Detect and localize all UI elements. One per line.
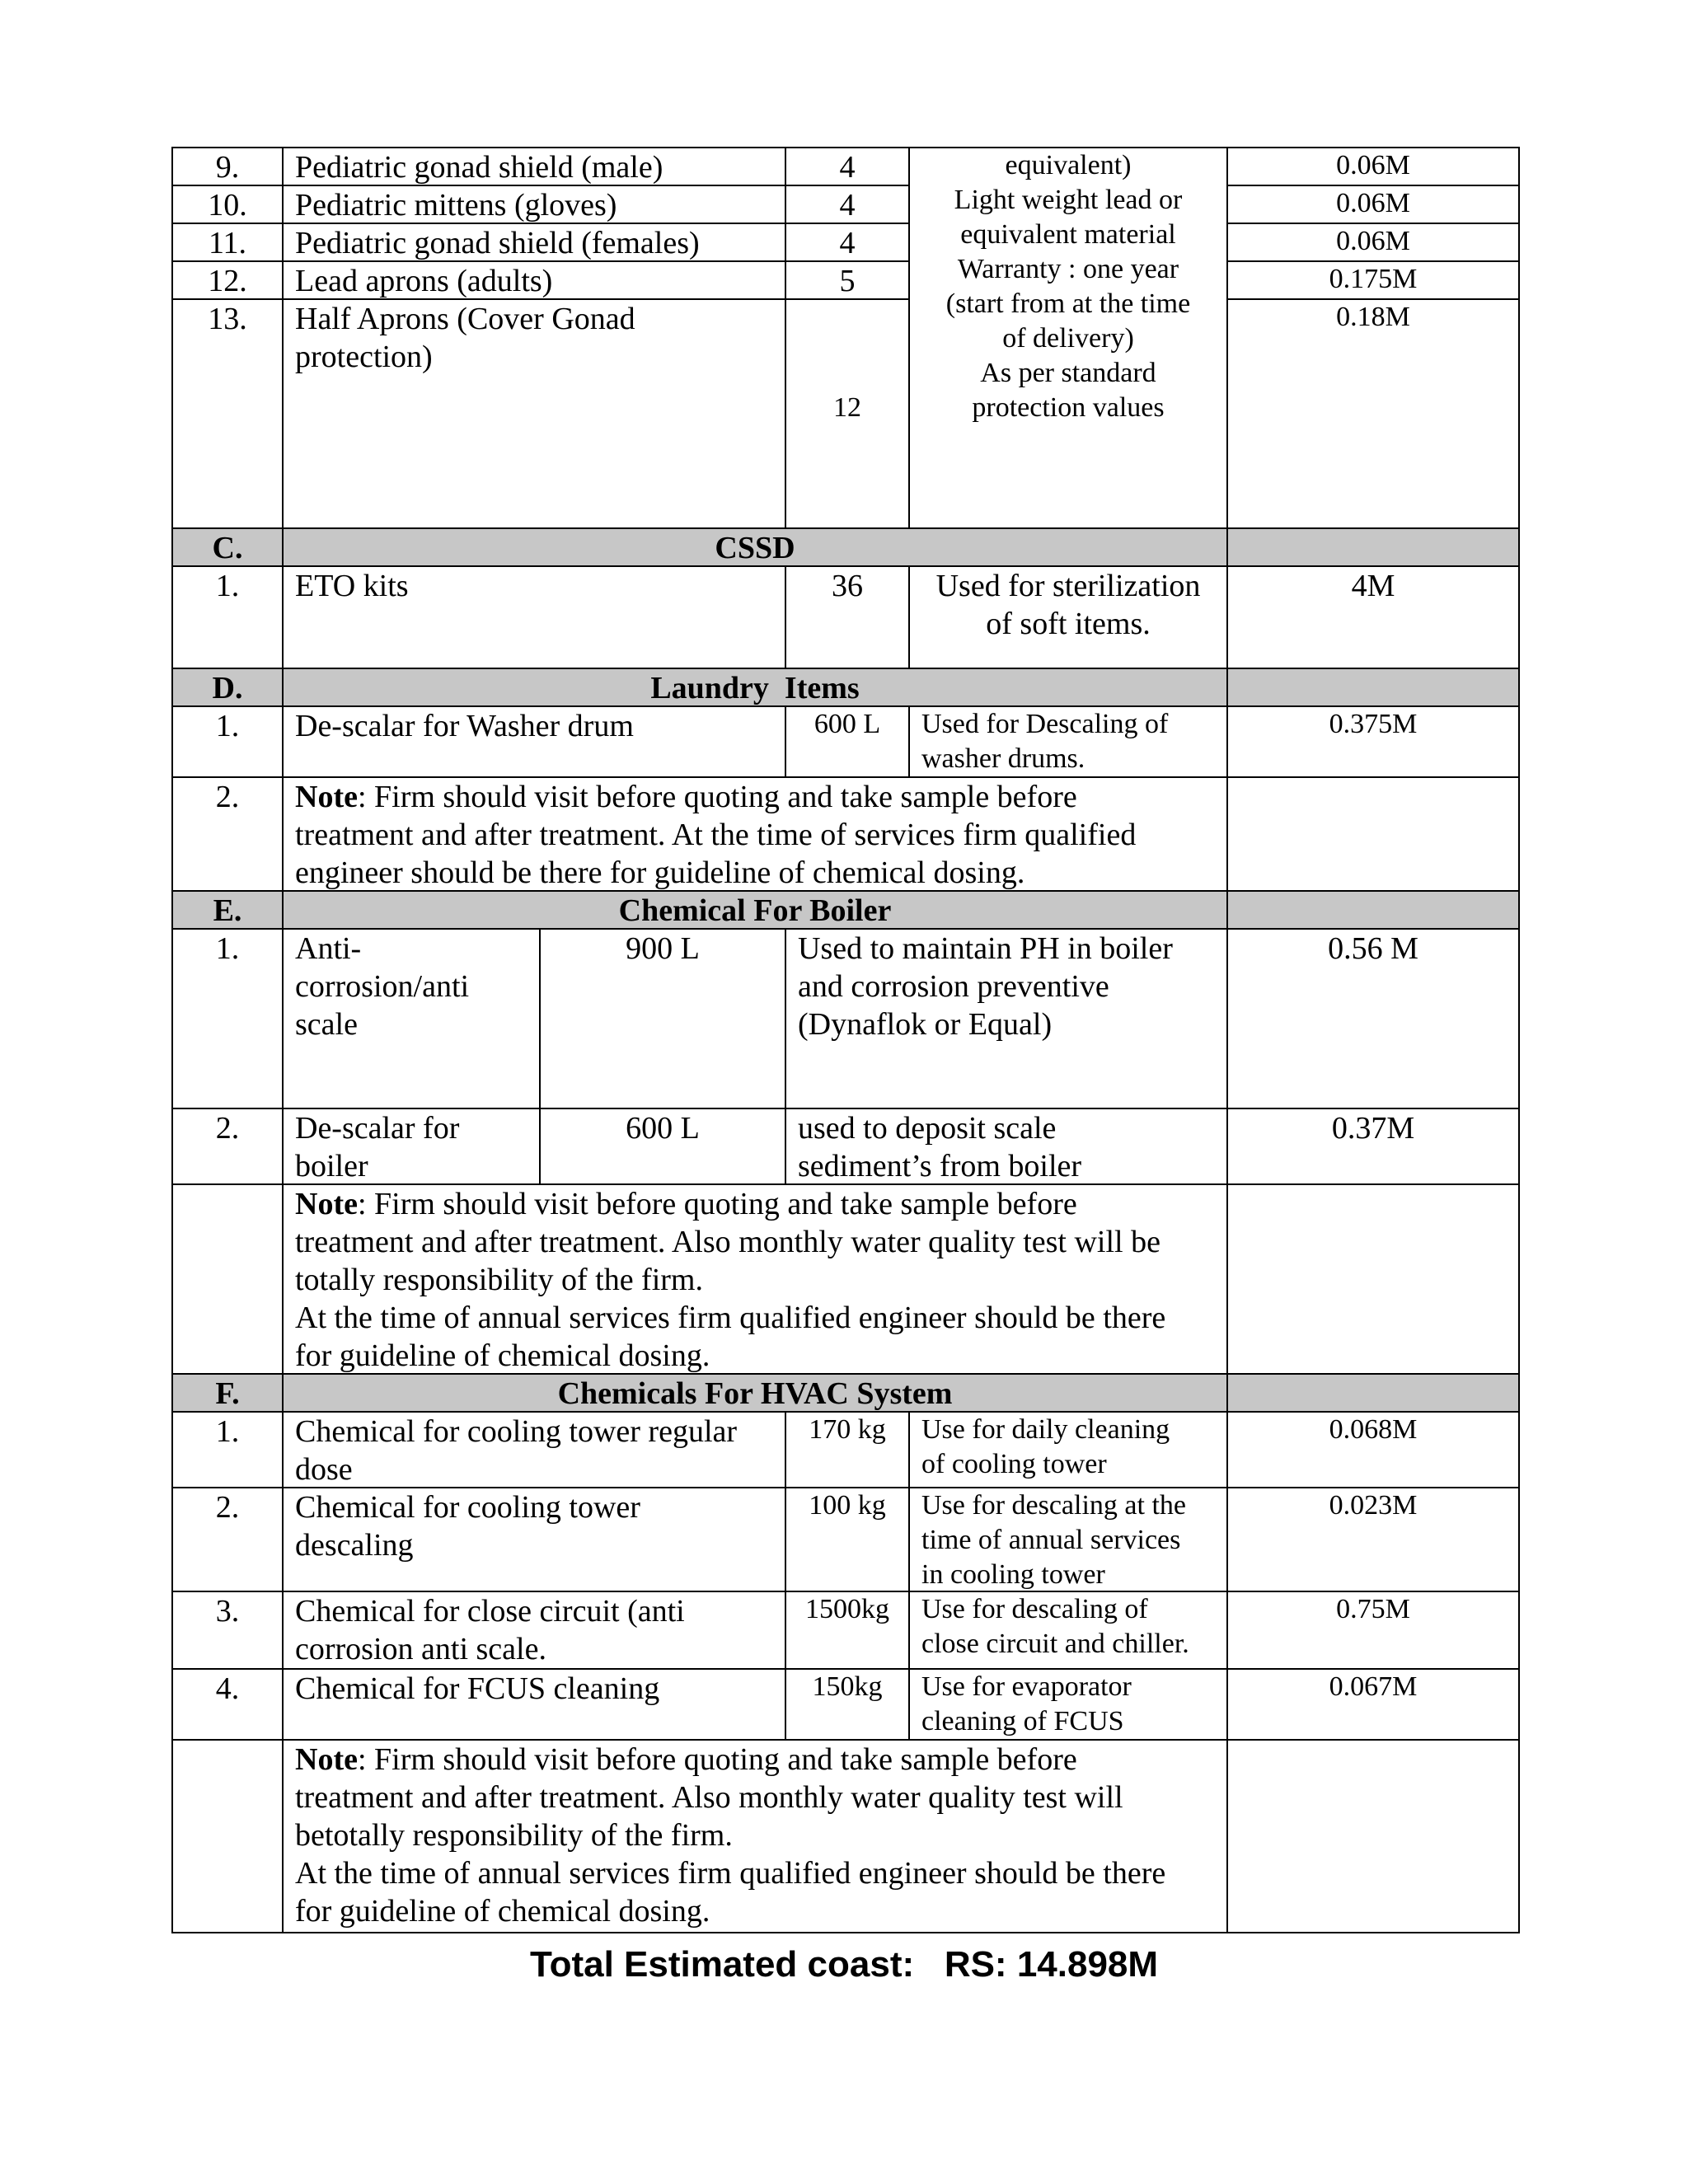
item-line: Anti- bbox=[295, 931, 362, 966]
item-name: Pediatric mittens (gloves) bbox=[282, 185, 786, 224]
estimated-cost: 0.37M bbox=[1226, 1108, 1520, 1185]
estimated-cost: 0.75M bbox=[1226, 1591, 1520, 1670]
note-line: for guideline of chemical dosing. bbox=[295, 1338, 710, 1373]
item-line: Half Aprons (Cover Gonad bbox=[295, 302, 635, 336]
spec-line: Use for evaporator bbox=[921, 1671, 1132, 1702]
row-number: 10. bbox=[171, 185, 284, 224]
note-label: Note bbox=[295, 1742, 358, 1777]
spec-line: close circuit and chiller. bbox=[921, 1629, 1189, 1659]
item-line: Chemical for cooling tower regular bbox=[295, 1414, 738, 1449]
empty-cell bbox=[1226, 776, 1520, 892]
specification bbox=[908, 1487, 1228, 1592]
empty-cell bbox=[1226, 1183, 1520, 1375]
quantity: 4 bbox=[785, 147, 910, 186]
note-line: engineer should be there for guideline of chemical dosing. bbox=[295, 855, 1025, 890]
note-line: treatment and after treatment. Also monthly water quality test will be bbox=[295, 1225, 1160, 1259]
quantity: 600 L bbox=[539, 1108, 786, 1185]
specification bbox=[908, 1668, 1228, 1741]
row-number: 2. bbox=[171, 776, 284, 892]
spec-line: (start from at the time bbox=[945, 288, 1191, 319]
total-value: RS: 14.898M bbox=[944, 1944, 1159, 1985]
quantity: 4 bbox=[785, 223, 910, 262]
spec-line: time of annual services bbox=[921, 1525, 1181, 1555]
spec-line: equivalent) bbox=[1005, 150, 1132, 180]
estimated-cost: 0.067M bbox=[1226, 1668, 1520, 1741]
quantity: 170 kg bbox=[785, 1411, 910, 1488]
spec-line: in cooling tower bbox=[921, 1559, 1105, 1590]
section-title: Chemical For Boiler bbox=[282, 890, 1228, 930]
estimated-cost: 0.06M bbox=[1226, 185, 1520, 224]
estimated-cost: 0.175M bbox=[1226, 260, 1520, 300]
quantity: 12 bbox=[785, 298, 910, 529]
item-name bbox=[282, 1108, 541, 1185]
spec-line: protection values bbox=[972, 392, 1165, 423]
note-line: At the time of annual services firm qualified engineer should be there bbox=[295, 1301, 1166, 1335]
note-label: Note bbox=[295, 780, 358, 814]
estimated-cost: 0.375M bbox=[1226, 705, 1520, 778]
row-number: 1. bbox=[171, 705, 284, 778]
quantity: 150kg bbox=[785, 1668, 910, 1741]
estimated-cost: 0.023M bbox=[1226, 1487, 1520, 1592]
item-name bbox=[282, 298, 786, 529]
specification bbox=[785, 1108, 1228, 1185]
specification bbox=[908, 1591, 1228, 1670]
row-number: 2. bbox=[171, 1108, 284, 1185]
item-name bbox=[282, 928, 541, 1109]
estimated-cost: 0.56 M bbox=[1226, 928, 1520, 1109]
note-text: Note: Firm should visit before quoting and take sample before treatment and after treatment. At the time of services firm qualified engineer should be there for guideline of chemical dosing. bbox=[282, 776, 1228, 892]
spec-line: Used to maintain PH in boiler bbox=[798, 931, 1173, 966]
item-line: corrosion/anti bbox=[295, 969, 470, 1004]
row-number: 9. bbox=[171, 147, 284, 186]
item-name: De-scalar for Washer drum bbox=[282, 705, 786, 778]
quantity: 36 bbox=[785, 565, 910, 669]
item-name bbox=[282, 1591, 786, 1670]
estimated-cost: 0.18M bbox=[1226, 298, 1520, 529]
spec-line: Use for descaling of bbox=[921, 1594, 1148, 1624]
spec-line: As per standard bbox=[980, 358, 1156, 388]
spec-line: Use for descaling at the bbox=[921, 1490, 1186, 1521]
item-name: ETO kits bbox=[282, 565, 786, 669]
spec-line: of cooling tower bbox=[921, 1449, 1107, 1479]
empty-cell bbox=[1226, 1739, 1520, 1933]
spec-line: equivalent material bbox=[960, 219, 1176, 250]
item-line: descaling bbox=[295, 1528, 414, 1563]
item-line: protection) bbox=[295, 340, 433, 374]
empty-cell bbox=[171, 1739, 284, 1933]
item-line: dose bbox=[295, 1452, 353, 1487]
row-number: 1. bbox=[171, 565, 284, 669]
note-label: Note bbox=[295, 1187, 358, 1221]
item-line: corrosion anti scale. bbox=[295, 1632, 546, 1666]
specification bbox=[908, 565, 1228, 669]
section-title: Laundry Items bbox=[282, 668, 1228, 707]
item-line: De-scalar for bbox=[295, 1111, 460, 1146]
row-number: 3. bbox=[171, 1591, 284, 1670]
spec-line: Light weight lead or bbox=[954, 185, 1183, 215]
estimated-cost: 0.068M bbox=[1226, 1411, 1520, 1488]
estimated-cost: 4M bbox=[1226, 565, 1520, 669]
estimated-cost: 0.06M bbox=[1226, 223, 1520, 262]
spec-line: sediment’s from boiler bbox=[798, 1149, 1082, 1183]
section-blank bbox=[1226, 890, 1520, 930]
spec-line: cleaning of FCUS bbox=[921, 1706, 1124, 1736]
section-title: CSSD bbox=[282, 527, 1228, 567]
spec-line: used to deposit scale bbox=[798, 1111, 1057, 1146]
quantity: 900 L bbox=[539, 928, 786, 1109]
note-text: Note: Firm should visit before quoting and take sample before treatment and after treatment. Also monthly water quality test will be totally responsibility of the firm. At the time of annual services firm qualified engineer should be there for guideline of chemical dosing. bbox=[282, 1183, 1228, 1375]
note-line: betotally responsibility of the firm. bbox=[295, 1818, 733, 1853]
note-text: Note: Firm should visit before quoting and take sample before treatment and after treatment. Also monthly water quality test will betotally responsibility of the firm. At the time of annual services firm qualified engineer should be there for guideline of chemical dosing. bbox=[282, 1739, 1228, 1933]
item-line: Chemical for close circuit (anti bbox=[295, 1594, 685, 1629]
specification-merged bbox=[908, 147, 1228, 529]
empty-cell bbox=[171, 1183, 284, 1375]
total-estimated-cost bbox=[0, 1940, 1688, 1990]
row-number: 1. bbox=[171, 1411, 284, 1488]
spec-line: Used for Descaling of bbox=[921, 709, 1169, 739]
spec-line: of delivery) bbox=[1002, 323, 1134, 354]
note-line: totally responsibility of the firm. bbox=[295, 1263, 703, 1297]
item-line: boiler bbox=[295, 1149, 368, 1183]
spec-line: and corrosion preventive bbox=[798, 969, 1109, 1004]
row-number: 11. bbox=[171, 223, 284, 262]
row-number: 4. bbox=[171, 1668, 284, 1741]
item-line: Chemical for cooling tower bbox=[295, 1490, 640, 1525]
spec-line: of soft items. bbox=[986, 607, 1151, 641]
note-line: treatment and after treatment. Also monthly water quality test will bbox=[295, 1780, 1123, 1815]
spec-line: (Dynaflok or Equal) bbox=[798, 1007, 1053, 1042]
items-table bbox=[171, 147, 1520, 1933]
total-label: Total Estimated coast: bbox=[529, 1944, 915, 1985]
note-line: treatment and after treatment. At the time of services firm qualified bbox=[295, 818, 1137, 852]
row-number: 13. bbox=[171, 298, 284, 529]
section-blank bbox=[1226, 527, 1520, 567]
row-number: 1. bbox=[171, 928, 284, 1109]
spec-line: Warranty : one year bbox=[957, 254, 1179, 284]
spec-line: Used for sterilization bbox=[935, 569, 1201, 603]
quantity: 600 L bbox=[785, 705, 910, 778]
quantity: 5 bbox=[785, 260, 910, 300]
item-name bbox=[282, 1668, 786, 1741]
section-letter: D. bbox=[171, 668, 284, 707]
quantity: 1500kg bbox=[785, 1591, 910, 1670]
specification bbox=[908, 1411, 1228, 1488]
note-line: for guideline of chemical dosing. bbox=[295, 1894, 710, 1929]
item-name: Lead aprons (adults) bbox=[282, 260, 786, 300]
quantity: 100 kg bbox=[785, 1487, 910, 1592]
item-name: Pediatric gonad shield (male) bbox=[282, 147, 786, 186]
item-name: Pediatric gonad shield (females) bbox=[282, 223, 786, 262]
estimated-cost: 0.06M bbox=[1226, 147, 1520, 186]
row-number: 2. bbox=[171, 1487, 284, 1592]
note-line: At the time of annual services firm qualified engineer should be there bbox=[295, 1856, 1166, 1891]
spec-line: Use for daily cleaning bbox=[921, 1414, 1170, 1445]
section-letter: C. bbox=[171, 527, 284, 567]
section-letter: F. bbox=[171, 1373, 284, 1413]
section-blank bbox=[1226, 1373, 1520, 1413]
section-blank bbox=[1226, 668, 1520, 707]
specification bbox=[908, 705, 1228, 778]
item-line: scale bbox=[295, 1007, 358, 1042]
specification bbox=[785, 928, 1228, 1109]
item-name bbox=[282, 1487, 786, 1592]
row-number: 12. bbox=[171, 260, 284, 300]
section-title: Chemicals For HVAC System bbox=[282, 1373, 1228, 1413]
spec-line: washer drums. bbox=[921, 743, 1085, 774]
section-letter: E. bbox=[171, 890, 284, 930]
item-name bbox=[282, 1411, 786, 1488]
quantity: 4 bbox=[785, 185, 910, 224]
item-line: Chemical for FCUS cleaning bbox=[295, 1671, 660, 1706]
